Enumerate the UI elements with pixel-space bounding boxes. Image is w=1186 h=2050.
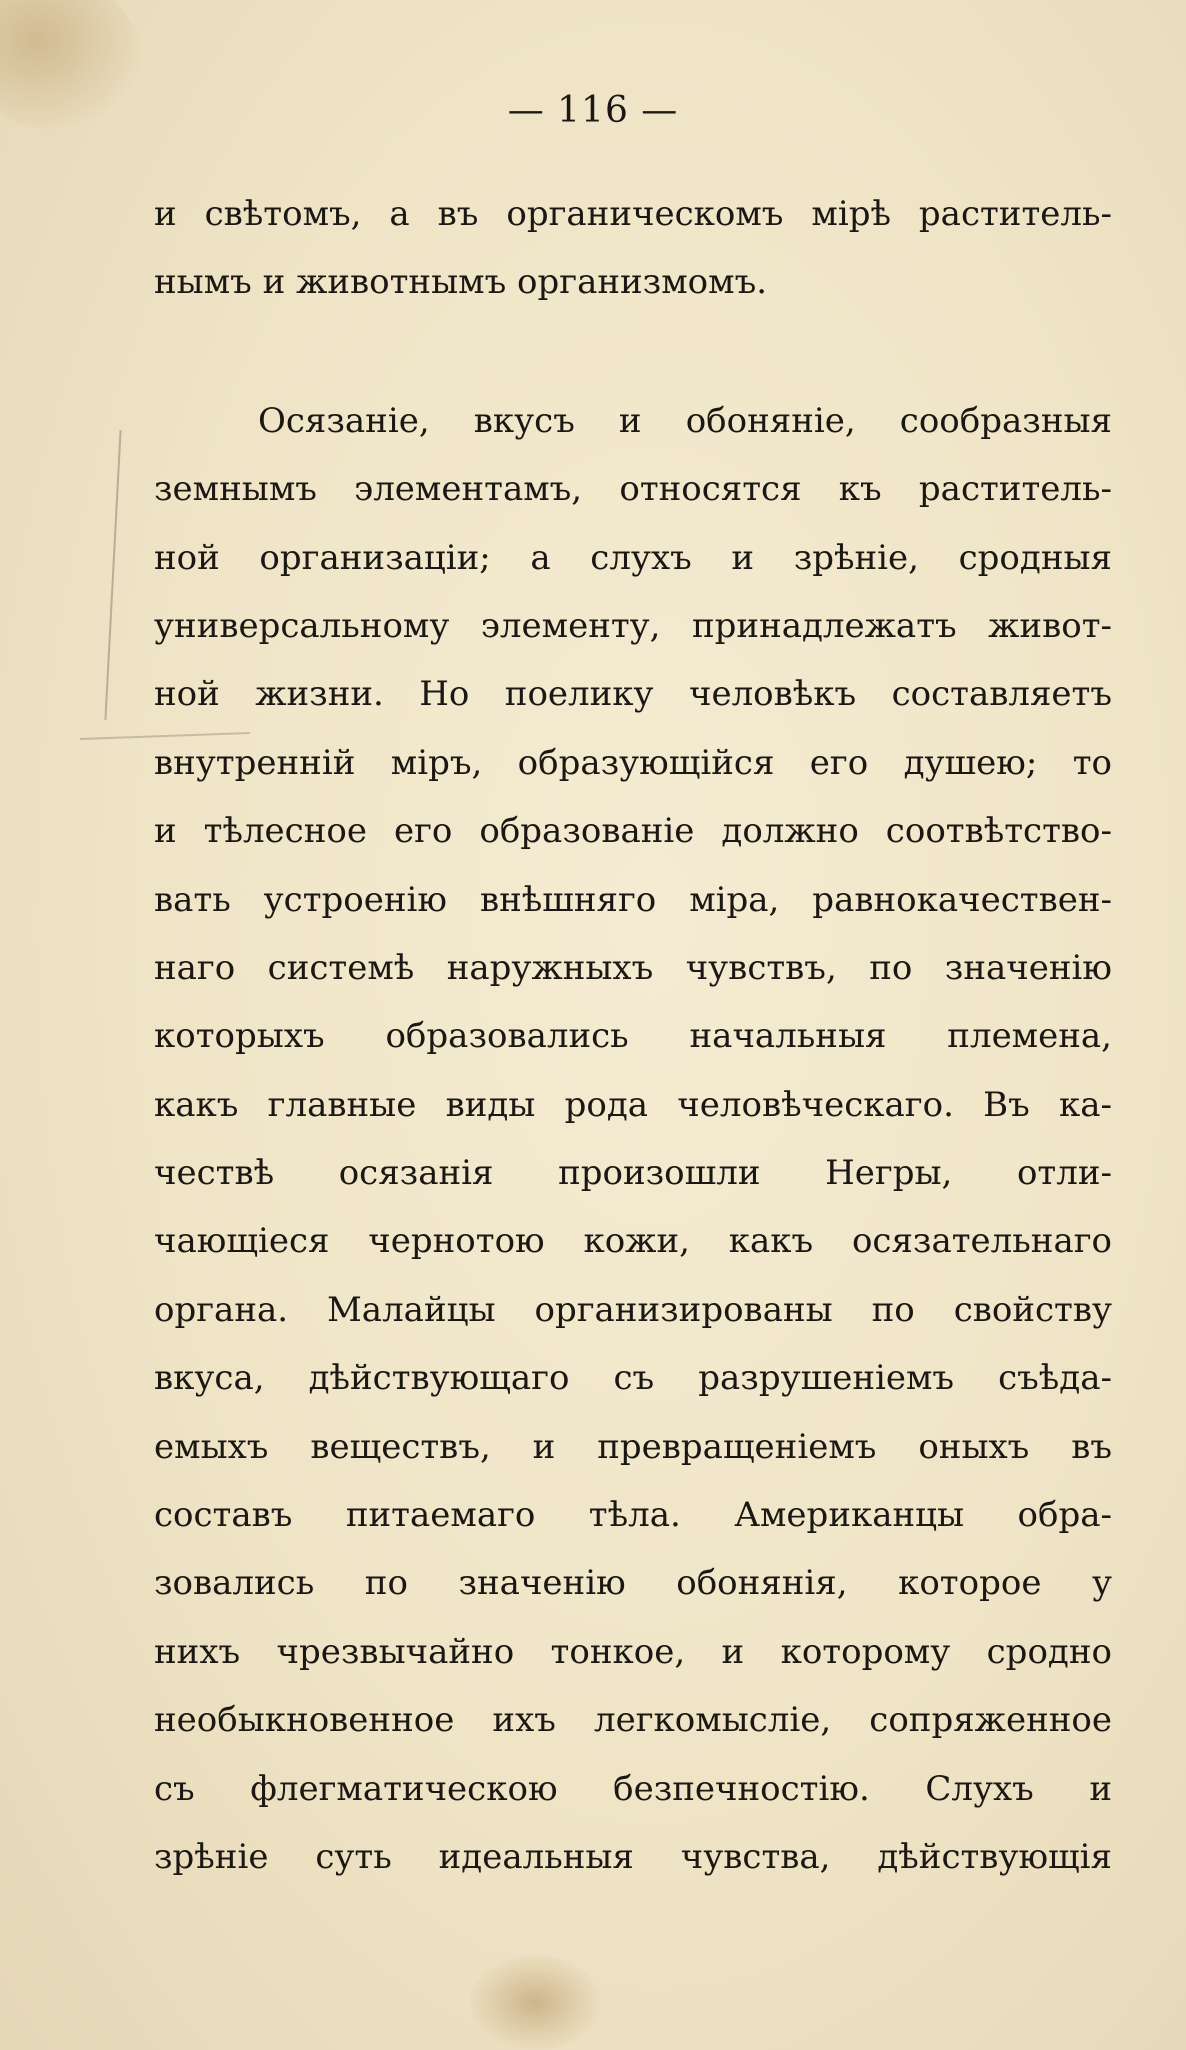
text-line: съ флегматическою безпечностію. Слухъ и bbox=[154, 1768, 1112, 1809]
text-line: чествѣ осязанія произошли Негры, отли- bbox=[154, 1153, 1112, 1194]
text-line: какъ главные виды рода человѣческаго. Въ ка- bbox=[154, 1084, 1112, 1125]
text-line: емыхъ веществъ, и превращеніемъ оныхъ въ bbox=[154, 1426, 1112, 1467]
body-text bbox=[154, 180, 1112, 1891]
text-line: составъ питаемаго тѣла. Американцы обра- bbox=[154, 1495, 1112, 1536]
text-line: наго системѣ наружныхъ чувствъ, по значенію bbox=[154, 947, 1112, 988]
text-line: ной организаціи; а слухъ и зрѣніе, сродныя bbox=[154, 537, 1112, 578]
pencil-margin-mark bbox=[104, 430, 121, 720]
text-line: органа. Малайцы организированы по свойству bbox=[154, 1289, 1112, 1330]
text-line: чающіеся чернотою кожи, какъ осязательнаго bbox=[154, 1221, 1112, 1262]
text-line: нымъ и животнымъ организмомъ. bbox=[154, 262, 768, 303]
text-line: вать устроенію внѣшняго міра, равнокачествен- bbox=[154, 879, 1112, 920]
page-number: — 116 — bbox=[507, 90, 679, 131]
text-line: внутренній міръ, образующійся его душею; то bbox=[154, 742, 1112, 783]
text-line: необыкновенное ихъ легкомысліе, сопряженное bbox=[154, 1700, 1112, 1741]
text-line: нихъ чрезвычайно тонкое, и которому сродно bbox=[154, 1631, 1112, 1672]
paragraph-gap bbox=[154, 317, 1112, 387]
text-line: и свѣтомъ, а въ органическомъ мірѣ раститель- bbox=[154, 194, 1112, 234]
text-line: зовались по значенію обонянія, которое у bbox=[154, 1563, 1112, 1604]
text-line: земнымъ элементамъ, относятся къ раститель- bbox=[154, 469, 1112, 510]
text-line: вкуса, дѣйствующаго съ разрушеніемъ съѣда- bbox=[154, 1358, 1112, 1399]
text-line: и тѣлесное его образованіе должно соотвѣтство- bbox=[154, 811, 1112, 852]
paper-stain-bottom bbox=[470, 1955, 600, 2050]
text-line: Осязаніе, вкусъ и обоняніе, сообразныя bbox=[258, 400, 1112, 441]
text-line: зрѣніе суть идеальныя чувства, дѣйствующія bbox=[154, 1836, 1112, 1877]
text-line: которыхъ образовались начальныя племена, bbox=[154, 1016, 1112, 1057]
text-line: ной жизни. Но поелику человѣкъ составляетъ bbox=[154, 674, 1112, 715]
text-line: универсальному элементу, принадлежатъ живот- bbox=[154, 605, 1112, 646]
